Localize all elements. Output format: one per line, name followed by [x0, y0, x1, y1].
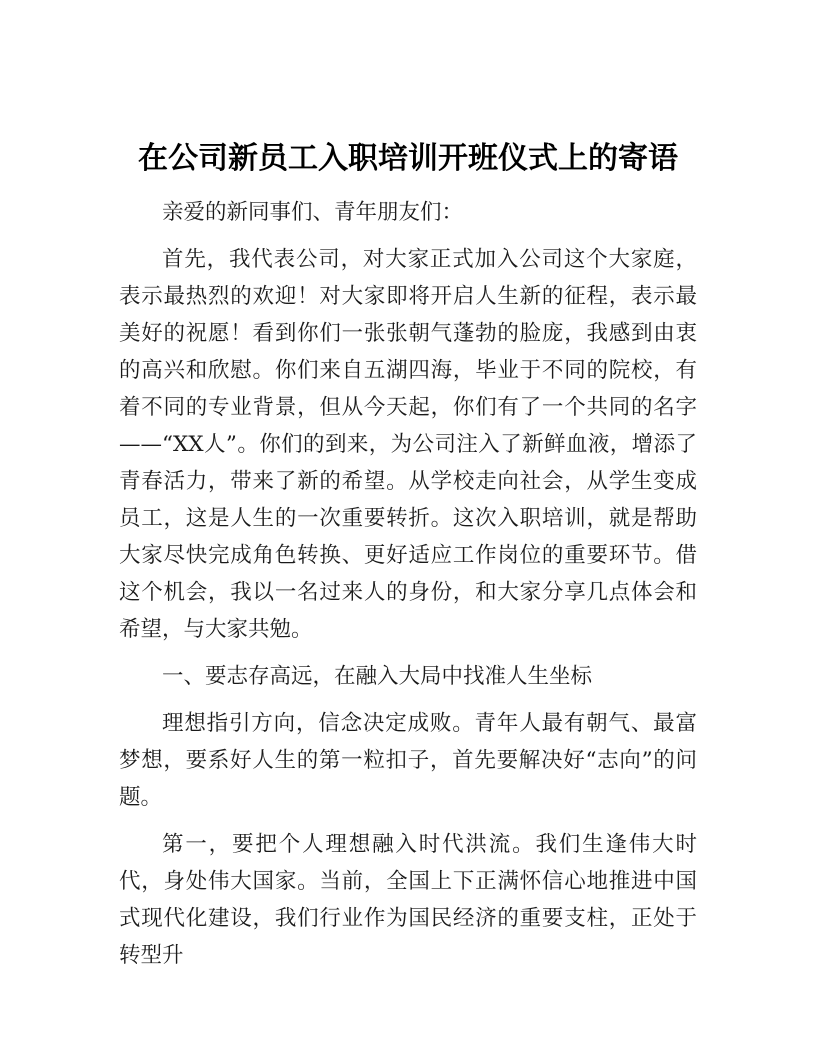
body-paragraph-intro: 首先，我代表公司，对大家正式加入公司这个大家庭，表示最热烈的欢迎！对大家即将开启人生新的征程，表示最美好的祝愿！看到你们一张张朝气蓬勃的脸庞，我感到由衷的高兴和欣慰。你们来自五湖四海，毕业于不同的院校，有着不同的专业背景，但从今天起，你们有了一个共同的名字——“XX人”。你们的到来，为公司注入了新鲜血液，增添了青春活力，带来了新的希望。从学校走向社会，从学生变成员工，这是人生的一次重要转折。这次入职培训，就是帮助大家尽快完成角色转换、更好适应工作岗位的重要环节。借这个机会，我以一名过来人的身份，和大家分享几点体会和希望，与大家共勉。	[119, 247, 697, 642]
body-paragraph-ideals: 理想指引方向，信念决定成败。青年人最有朝气、最富梦想，要系好人生的第一粒扣子，首先要解决好“志向”的问题。	[119, 711, 697, 810]
body-paragraph-first-point: 第一，要把个人理想融入时代洪流。我们生逢伟大时代，身处伟大国家。当前，全国上下正满怀信心地推进中国式现代化建设，我们行业作为国民经济的重要支柱，正处于转型升	[119, 832, 697, 968]
document-title: 在公司新员工入职培训开班仪式上的寄语	[138, 141, 678, 176]
section-heading-1: 一、要志存高远，在融入大局中找准人生坐标	[162, 664, 593, 689]
salutation-line: 亲爱的新同事们、青年朋友们：	[162, 200, 464, 225]
